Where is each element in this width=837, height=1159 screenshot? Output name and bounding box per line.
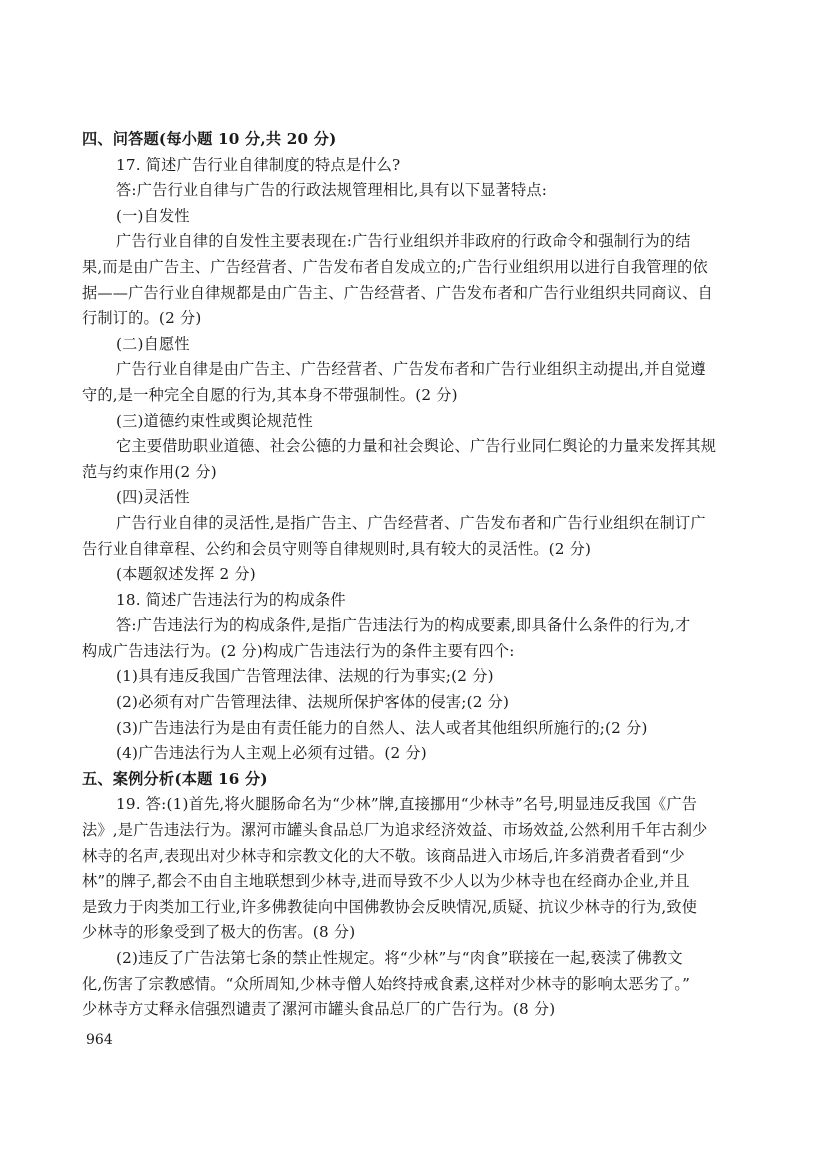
- text-line: (本题叙述发挥 2 分): [116, 565, 256, 584]
- text-line: 答:广告行业自律与广告的行政法规管理相比,具有以下显著特点:: [116, 181, 548, 200]
- document-body: [82, 127, 762, 1023]
- text-line: 守的,是一种完全自愿的行为,其本身不带强制性。(2 分): [82, 385, 458, 404]
- text-line: 它主要借助职业道德、社会公德的力量和社会舆论、广告行业同仁舆论的力量来发挥其规: [116, 437, 717, 456]
- text-line: 是致力于肉类加工行业,许多佛教徒向中国佛教协会反映情况,质疑、抗议少林寺的行为,致使: [82, 897, 698, 916]
- text-line: (3)广告违法行为是由有责任能力的自然人、法人或者其他组织所施行的;(2 分): [116, 718, 648, 737]
- text-line: (1)具有违反我国广告管理法律、法规的行为事实;(2 分): [116, 667, 494, 686]
- text-line: 19. 答:(1)首先,将火腿肠命名为“少林”牌,直接挪用“少林寺”名号,明显违反我国《广告: [116, 795, 698, 814]
- text-line: 广告行业自律是由广告主、广告经营者、广告发布者和广告行业组织主动提出,并自觉遵: [116, 360, 706, 379]
- text-line: 构成广告违法行为。(2 分)构成广告违法行为的条件主要有四个:: [82, 641, 515, 660]
- text-line: 答:广告违法行为的构成条件,是指广告违法行为的构成要素,即具备什么条件的行为,才: [116, 616, 691, 635]
- text-line: 法》,是广告违法行为。漯河市罐头食品总厂为追求经济效益、市场效益,公然利用千年古刹少: [82, 821, 708, 840]
- text-line: (三)道德约束性或舆论规范性: [116, 411, 313, 430]
- text-line: 行制订的。(2 分): [82, 309, 202, 328]
- text-line: 据——广告行业自律规都是由广告主、广告经营者、广告发布者和广告行业组织共同商议、自: [82, 283, 713, 302]
- text-line: 少林寺的形象受到了极大的伤害。(8 分): [82, 923, 356, 942]
- text-line: 林寺的名声,表现出对少林寺和宗教文化的大不敬。该商品进入市场后,许多消费者看到“少: [82, 846, 685, 865]
- text-line: (2)违反了广告法第七条的禁止性规定。将“少林”与“肉食”联接在一起,亵渎了佛教文: [116, 949, 683, 967]
- section-heading: 四、问答题(每小题 10 分,共 20 分): [82, 130, 337, 148]
- text-line: (一)自发性: [116, 206, 190, 225]
- text-line: 果,而是由广告主、广告经营者、广告发布者自发成立的;广告行业组织用以进行自我管理的依: [82, 257, 708, 276]
- text-line: 17. 简述广告行业自律制度的特点是什么?: [116, 155, 401, 174]
- text-line: (四)灵活性: [116, 488, 190, 507]
- text-line: 少林寺方丈释永信强烈谴责了漯河市罐头食品总厂的广告行为。(8 分): [82, 1000, 556, 1019]
- text-line: 林”的牌子,都会不由自主地联想到少林寺,进而导致不少人以为少林寺也在经商办企业,并且: [82, 872, 690, 891]
- text-line: 广告行业自律的自发性主要表现在:广告行业组织并非政府的行政命令和强制行为的结: [116, 232, 691, 251]
- section-heading: 五、案例分析(本题 16 分): [82, 769, 268, 788]
- text-line: (二)自愿性: [116, 334, 190, 353]
- text-line: 化,伤害了宗教感情。“众所周知,少林寺僧人始终持戒食素,这样对少林寺的影响太恶劣了。”: [82, 974, 691, 993]
- text-line: 告行业自律章程、公约和会员守则等自律规则时,具有较大的灵活性。(2 分): [82, 539, 592, 558]
- text-line: 广告行业自律的灵活性,是指广告主、广告经营者、广告发布者和广告行业组织在制订广: [116, 513, 706, 532]
- text-line: 范与约束作用(2 分): [82, 462, 217, 481]
- text-line: 18. 简述广告违法行为的构成条件: [116, 590, 346, 609]
- page-number: 964: [86, 1032, 113, 1048]
- text-line: (4)广告违法行为人主观上必须有过错。(2 分): [116, 744, 427, 763]
- text-line: (2)必须有对广告管理法律、法规所保护客体的侵害;(2 分): [116, 693, 510, 712]
